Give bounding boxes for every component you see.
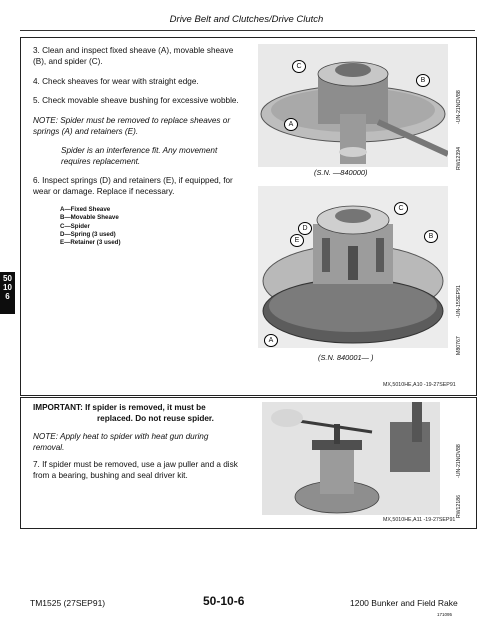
note-2-text: Spider is an interference fit. Any movement requires replacement. [61,146,218,166]
callout-c: C [292,60,306,73]
photo-3-code-right: -UN-21NOV88 [456,444,462,478]
legend-item: B—Movable Sheave [60,214,119,222]
clutch-photo-2 [258,186,448,348]
page-header-title: Drive Belt and Clutches/Drive Clutch [169,14,324,25]
callout-a: A [284,118,298,131]
footer-product-name: 1200 Bunker and Field Rake [350,598,458,608]
callout-c: C [394,202,408,215]
side-tab-line: 10 [3,283,12,292]
section-2-ref-code: MX,5010HE,A11 -19-27SEP91 [383,517,456,523]
photo-2-code-left: M80767 [456,336,462,355]
important-text: IMPORTANT: If spider is removed, it must be [33,403,206,412]
step-5-text: 5. Check movable sheave bushing for excessive wobble. [33,96,239,105]
photo-2-code-right: -UN-15SEP91 [456,285,462,318]
callout-d: D [298,222,312,235]
header-rule [20,30,475,31]
footer-page-number: 50-10-6 [203,594,245,608]
photo-1-code-left: RW12394 [456,147,462,170]
clutch-photo-1 [258,44,448,167]
photo-1-caption: (S.N. —840000) [314,168,368,177]
legend-item: D—Spring (3 used) [60,230,116,238]
step-6-text: 6. Inspect springs (D) and retainers (E), if equipped, for wear or damage. Replace if necessary. [33,176,233,196]
note-1-text: NOTE: Spider must be removed to replace sheaves or springs (A) and retainers (E). [33,116,231,136]
note-heat-text: NOTE: Apply heat to spider with heat gun during removal. [33,432,209,452]
jaw-puller-photo [262,402,440,515]
side-tab-line: 50 [3,274,12,283]
photo-2-caption: (S.N. 840001— ) [318,353,374,362]
callout-b: B [424,230,438,243]
photo-1-code-right: -UN-21NOV88 [456,90,462,124]
section-side-tab [0,272,15,314]
legend-item: C—Spider [60,222,90,230]
callout-b: B [416,74,430,87]
photo-3-code-left: RW12186 [456,495,462,518]
callout-a: A [264,334,278,347]
important-text-cont: replaced. Do not reuse spider. [97,414,214,423]
step-3-text: 3. Clean and inspect fixed sheave (A), movable sheave (B), and spider (C). [33,46,234,66]
callout-e: E [290,234,304,247]
footer-code: 171095 [437,612,453,617]
section-1-ref-code: MX,5010HE,A10 -19-27SEP91 [383,382,456,388]
legend-item: E—Retainer (3 used) [60,239,121,247]
legend-item: A—Fixed Sheave [60,206,111,213]
side-tab-line: 6 [5,292,10,301]
step-4-text: 4. Check sheaves for wear with straight edge. [33,77,199,86]
legend-list [60,206,210,247]
step-7-text: 7. If spider must be removed, use a jaw puller and a disk from a bearing, bushing and seal driver kit. [33,460,238,480]
footer-manual-id: TM1525 (27SEP91) [30,598,106,608]
